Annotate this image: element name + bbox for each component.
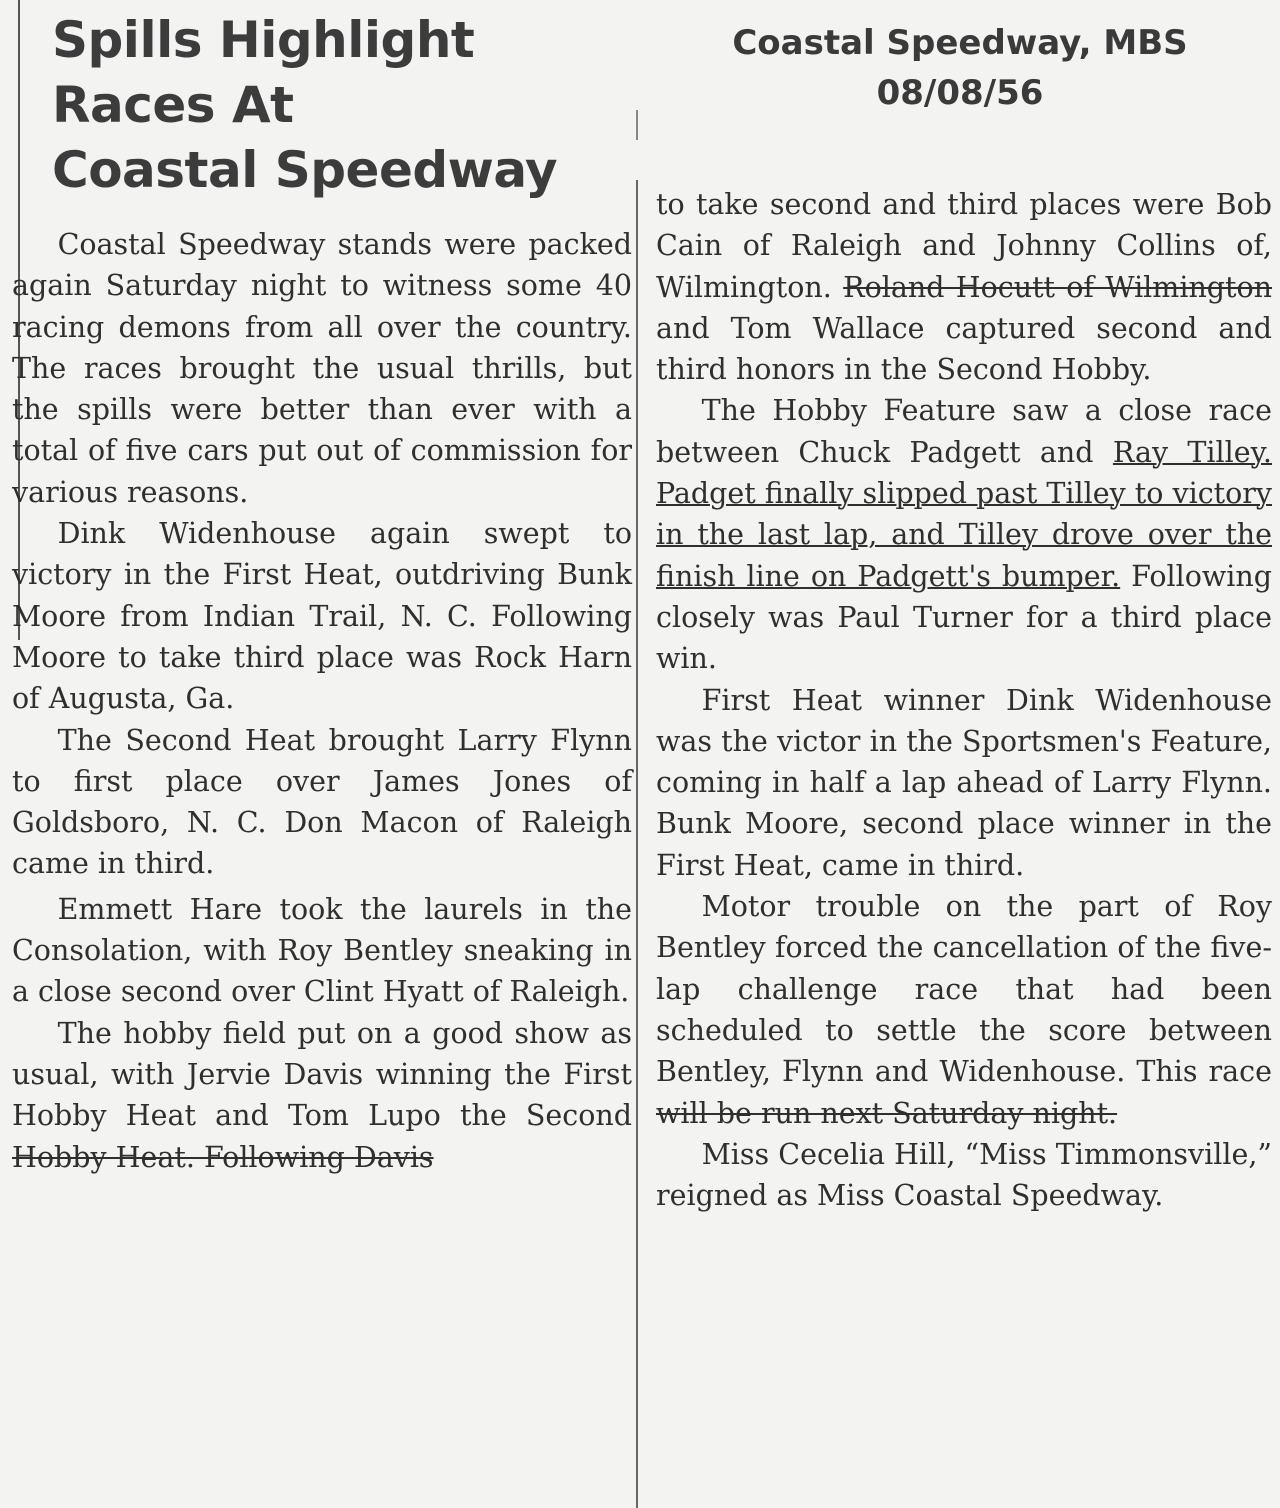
column-rule-middle (636, 180, 638, 1508)
struck-text: Roland Hocutt of Wilmington (843, 270, 1273, 304)
struck-text: will be run next Saturday night. (656, 1096, 1118, 1130)
paragraph: First Heat winner Dink Widenhouse was the victor in the Sportsmen's Feature, coming in half a lap ahead of Larry Flynn. Bunk Moore, second place winner in the First Heat, came in third. (656, 683, 1272, 882)
source-venue: Coastal Speedway, MBS (732, 23, 1188, 63)
paragraph: Miss Cecelia Hill, “Miss Timmonsville,” reigned as Miss Coastal Speedway. (656, 1137, 1272, 1213)
paragraph (656, 184, 1272, 390)
paragraph-text: The Hobby Feature saw a close race between Chuck Padgett and (656, 394, 1272, 469)
article-column-1 (12, 224, 632, 1178)
headline (52, 8, 612, 203)
article-column-2 (656, 184, 1272, 1216)
paragraph-text: and Tom Wallace captured second and third honors in the Second Hobby. (656, 311, 1272, 387)
paragraph: Dink Widenhouse again swept to victory in the First Heat, outdriving Bunk Moore from Indian Trail, N. C. Following Moore to take third place was Rock Harn of Augusta, Ga. (12, 517, 632, 716)
struck-text: Hobby Heat. Following Davis (12, 1140, 434, 1174)
source-info (660, 18, 1260, 118)
paragraph: The Second Heat brought Larry Flynn to first place over James Jones of Goldsboro, N. C. Don Macon of Raleigh came in third. (12, 723, 632, 881)
paragraph-text: Following closely was Paul Turner for a third place win. (656, 559, 1273, 676)
headline-line-1: Spills Highlight (52, 11, 475, 69)
paragraph: Emmett Hare took the laurels in the Consolation, with Roy Bentley sneaking in a close second over Clint Hyatt of Raleigh. (12, 892, 632, 1009)
paragraph (656, 886, 1272, 1134)
paragraph-text: to take second and third places were Bob Cain of Raleigh and Johnny Collins of, Wilmington. (656, 188, 1272, 304)
paragraph: Coastal Speedway stands were packed again Saturday night to witness some 40 racing demons from all over the country. The races brought the usual thrills, but the spills were better than ever with a total of five cars put out of commission for various reasons. (12, 228, 632, 509)
column-rule-top (636, 110, 638, 140)
paragraph-text: The hobby field put on a good show as usual, with Jervie Davis winning the First Hobby Heat and Tom Lupo the Second (12, 1016, 632, 1133)
paragraph (12, 1013, 632, 1178)
paragraph (656, 390, 1272, 679)
paragraph-text: Motor trouble on the part of Roy Bentley forced the cancellation of the five-lap challenge race that had been scheduled to settle the score between Bentley, Flynn and Widenhouse. This race (656, 890, 1272, 1089)
headline-line-2: Races At (52, 76, 294, 134)
source-date: 08/08/56 (876, 73, 1044, 113)
underlined-text: Ray Tilley. Padget finally slipped past Tilley to victory in the last lap, and Tilley drove over the finish line on Padgett's bumper. (656, 435, 1272, 593)
headline-line-3: Coastal Speedway (52, 141, 558, 199)
